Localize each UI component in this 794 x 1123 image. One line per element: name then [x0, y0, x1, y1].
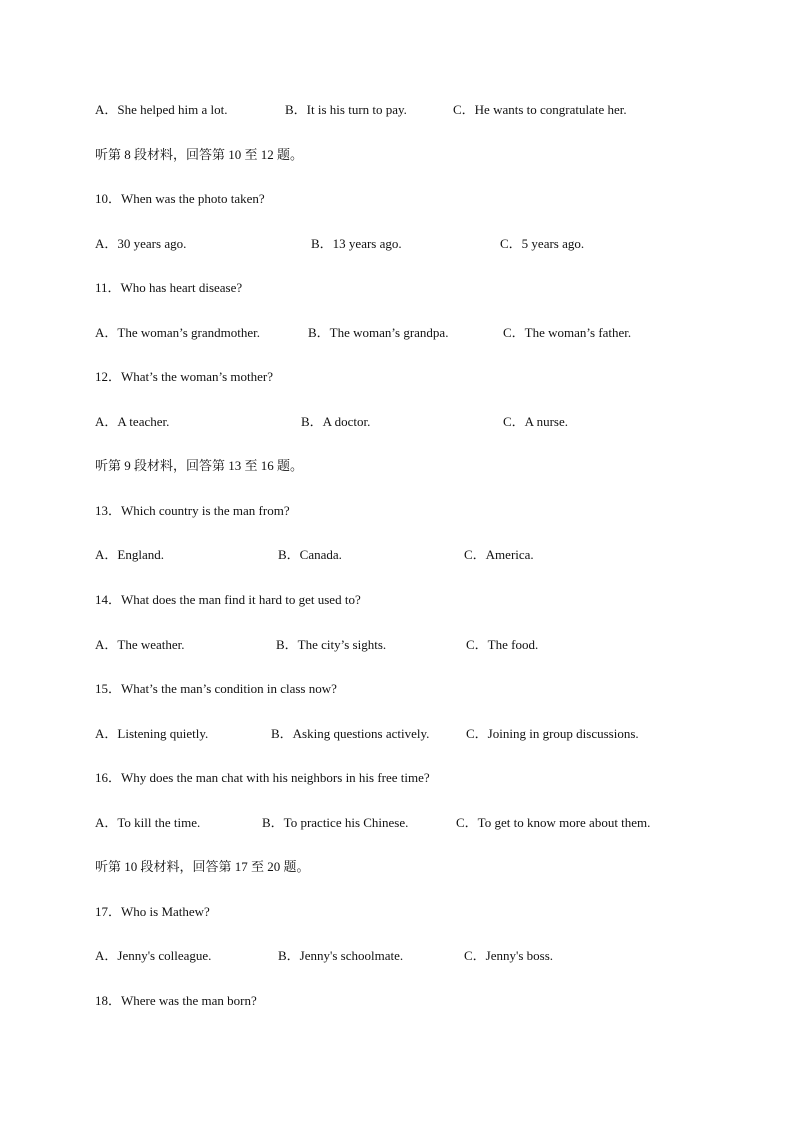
option-a: A．The woman’s grandmother.	[95, 325, 260, 340]
option-b: B．The city’s sights.	[276, 637, 387, 652]
question-15: 15．What’s the man’s condition in class now?	[95, 681, 337, 696]
option-c: C．He wants to congratulate her.	[453, 102, 627, 117]
section-heading-9: 听第 9 段材料，回答第 13 至 16 题。	[95, 458, 304, 473]
section-heading-8: 听第 8 段材料，回答第 10 至 12 题。	[95, 147, 304, 162]
option-c: C．To get to know more about them.	[456, 815, 651, 830]
question-12: 12．What’s the woman’s mother?	[95, 369, 273, 384]
option-c: C．Jenny's boss.	[464, 948, 554, 963]
section-heading-10: 听第 10 段材料，回答第 17 至 20 题。	[95, 859, 310, 874]
option-b: B．The woman’s grandpa.	[308, 325, 449, 340]
option-c: C．America.	[464, 547, 534, 562]
option-b: B．It is his turn to pay.	[285, 102, 407, 117]
question-10: 10．When was the photo taken?	[95, 191, 265, 206]
question-17: 17．Who is Mathew?	[95, 904, 210, 919]
option-a: A．Listening quietly.	[95, 726, 209, 741]
option-a: A．The weather.	[95, 637, 185, 652]
question-18: 18．Where was the man born?	[95, 993, 257, 1008]
option-a: A．A teacher.	[95, 414, 170, 429]
option-a: A．30 years ago.	[95, 236, 187, 251]
question-16: 16．Why does the man chat with his neighbors in his free time?	[95, 770, 430, 785]
option-b: B．Jenny's schoolmate.	[278, 948, 404, 963]
option-b: B．To practice his Chinese.	[262, 815, 409, 830]
option-a: A．England.	[95, 547, 164, 562]
option-a: A．To kill the time.	[95, 815, 201, 830]
option-c: C．A nurse.	[503, 414, 569, 429]
option-b: B．13 years ago.	[311, 236, 402, 251]
question-13: 13．Which country is the man from?	[95, 503, 290, 518]
option-c: C．The food.	[466, 637, 539, 652]
option-a: A．She helped him a lot.	[95, 102, 228, 117]
option-b: B．Asking questions actively.	[271, 726, 430, 741]
option-c: C．5 years ago.	[500, 236, 585, 251]
question-11: 11．Who has heart disease?	[95, 280, 243, 295]
option-c: C．Joining in group discussions.	[466, 726, 639, 741]
option-b: B．Canada.	[278, 547, 342, 562]
option-c: C．The woman’s father.	[503, 325, 632, 340]
option-a: A．Jenny's colleague.	[95, 948, 212, 963]
option-b: B．A doctor.	[301, 414, 371, 429]
question-14: 14．What does the man find it hard to get used to?	[95, 592, 361, 607]
